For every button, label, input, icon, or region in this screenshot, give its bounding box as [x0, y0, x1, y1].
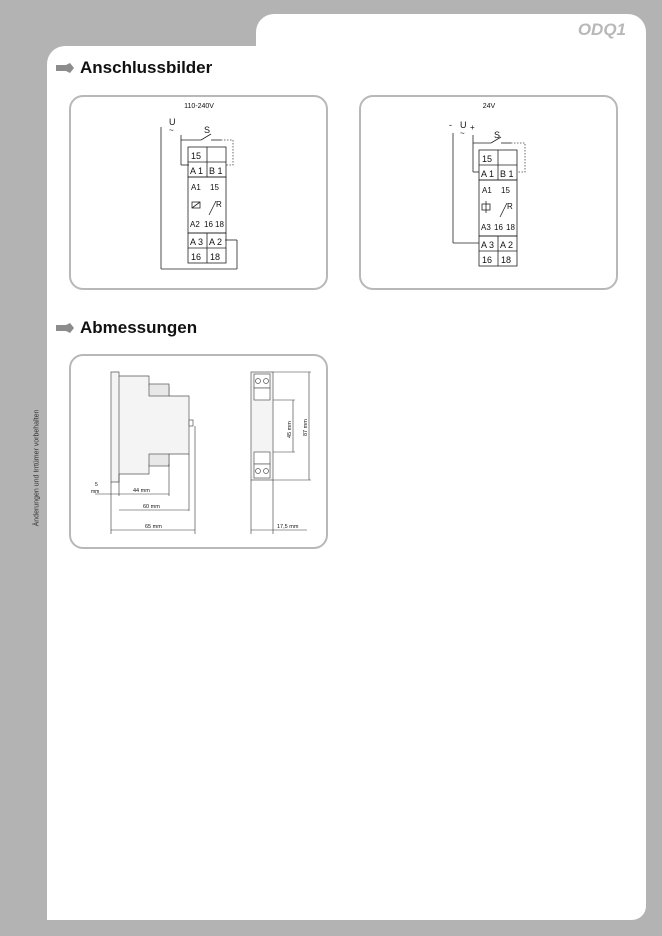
- terminal-a2: A 2: [209, 237, 223, 247]
- inner-16: 16: [494, 223, 503, 232]
- inner-16: 16: [204, 220, 213, 229]
- dim-44: 44 mm: [133, 488, 150, 494]
- switch-label: S: [494, 130, 501, 140]
- u-label: U: [169, 117, 176, 127]
- terminal-16: 16: [191, 252, 202, 262]
- section-wiring-title: [56, 58, 212, 78]
- inner-15: 15: [210, 183, 219, 192]
- inner-15: 15: [501, 186, 510, 195]
- dim-87: 87 mm: [303, 419, 309, 436]
- u-label: U: [460, 120, 467, 130]
- terminal-a1: A 1: [481, 169, 495, 179]
- inner-a1: A1: [191, 183, 201, 192]
- relay-r: R: [507, 202, 513, 211]
- terminal-b1: B 1: [209, 166, 223, 176]
- plus-label: +: [470, 123, 475, 132]
- voltage-label: 24V: [482, 103, 496, 110]
- terminal-a1: A 1: [190, 166, 204, 176]
- terminal-a2: A 2: [500, 240, 514, 250]
- inner-a2: A2: [190, 220, 200, 229]
- tilde-label: ~: [460, 129, 465, 138]
- wiring-dc-svg: [361, 97, 620, 292]
- wiring-diagram-dc: [359, 95, 618, 290]
- pointer-hand-icon: [56, 63, 74, 73]
- relay-r: R: [216, 200, 222, 209]
- dim-60: 60 mm: [143, 504, 160, 510]
- tilde-label: ~: [169, 126, 174, 135]
- terminal-b1: B 1: [500, 169, 514, 179]
- wiring-diagram-ac: [69, 95, 328, 290]
- terminal-a3: A 3: [481, 240, 495, 250]
- voltage-label: 110-240V: [184, 103, 214, 110]
- section-title-text: Abmessungen: [80, 318, 198, 337]
- wiring-ac-svg: [71, 97, 330, 292]
- disclaimer-note: Änderungen und Irrtümer vorbehalten: [33, 409, 41, 527]
- dimensions-drawing: [69, 354, 328, 549]
- inner-18: 18: [506, 223, 515, 232]
- terminal-18: 18: [210, 252, 221, 262]
- dim-5-unit: mm: [91, 489, 100, 495]
- pointer-hand-icon: [56, 323, 74, 333]
- terminal-18: 18: [501, 255, 512, 265]
- terminal-15: 15: [482, 154, 493, 164]
- section-title-text: Anschlussbilder: [80, 58, 213, 77]
- inner-a1: A1: [482, 186, 492, 195]
- section-dimensions-title: [56, 318, 197, 338]
- terminal-16: 16: [482, 255, 493, 265]
- terminal-15: 15: [191, 151, 202, 161]
- inner-18: 18: [215, 220, 224, 229]
- dim-17-5: 17,5 mm: [277, 524, 299, 530]
- model-name: ODQ1: [577, 20, 626, 39]
- minus-label: -: [449, 120, 452, 130]
- dim-65: 65 mm: [145, 524, 162, 530]
- dimensions-svg: [71, 356, 330, 551]
- dim-5: 5: [95, 482, 98, 488]
- inner-a3: A3: [481, 223, 491, 232]
- dim-45: 45 mm: [287, 421, 293, 438]
- switch-label: S: [204, 125, 211, 135]
- terminal-a3: A 3: [190, 237, 204, 247]
